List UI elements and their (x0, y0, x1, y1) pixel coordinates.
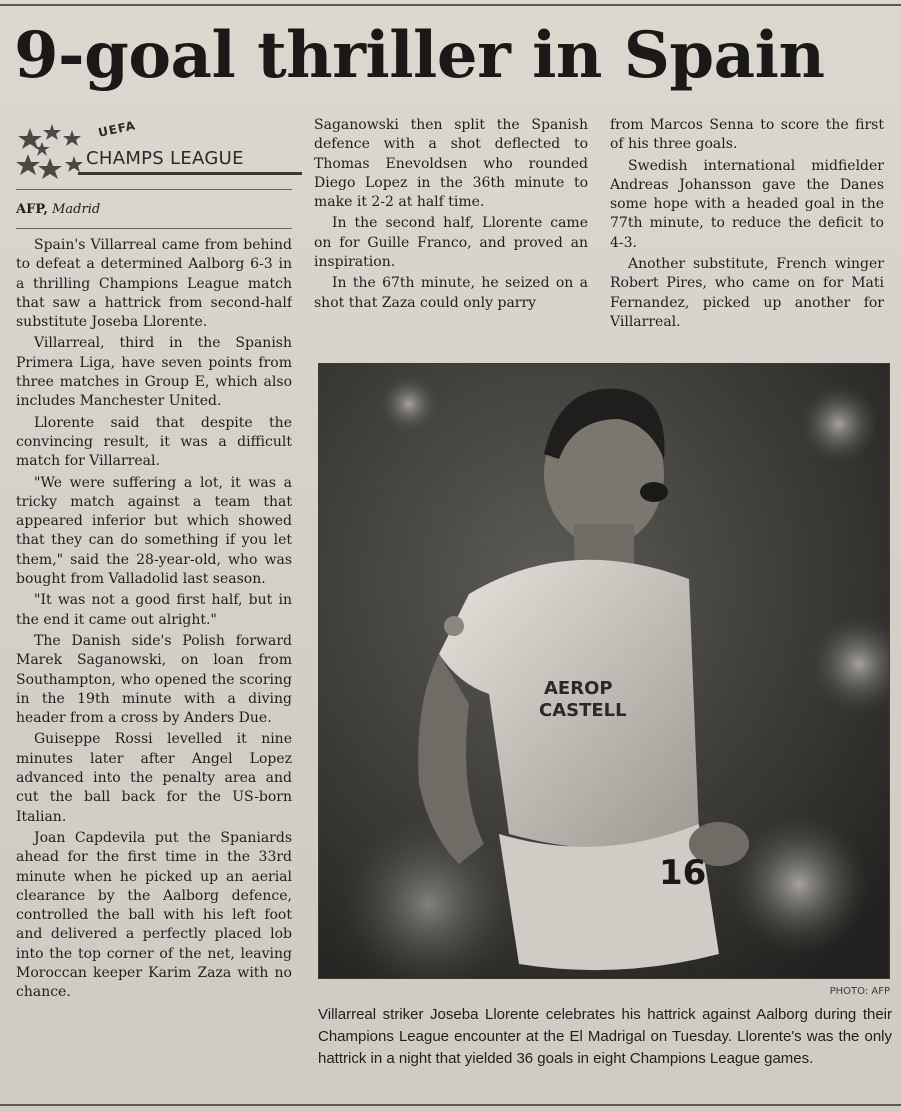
shirt-sponsor-line-1: AEROP (544, 678, 613, 699)
shorts-number: 16 (659, 853, 707, 893)
paragraph: from Marcos Senna to score the first of his three goals. (610, 117, 884, 153)
paragraph: Joan Capdevila put the Spaniards ahead for the first time in the 33rd minute when he picked up an aerial clearance by the Aalborg defence, controlled the ball with his left foot and delivered a perfectly placed lob into the top corner of the net, leaving Moroccan keeper Karim Zaza with no chance. (16, 829, 292, 1001)
photo-caption: Villarreal striker Joseba Llorente celebrates his hattrick against Aalborg during their Champions League encounter at the El Madrigal on Tuesday. Llorente's was the only hattrick in a night that yielded 36 goals in eight Champions League games. (318, 1006, 892, 1067)
article-column-1 (16, 236, 292, 1102)
headline: 9-goal thriller in Spain (14, 18, 825, 93)
champions-league-logo (16, 120, 292, 184)
paragraph: The Danish side's Polish forward Marek Saganowski, on loan from Southampton, who opened the scoring in the 19th minute with a diving header from a cross by Anders Due. (16, 632, 292, 727)
paragraph: Llorente said that despite the convincing result, it was a difficult match for Villarreal. (16, 414, 292, 470)
paragraph: Villarreal, third in the Spanish Primera Liga, have seven points from three matches in Group E, which also includes Manchester United. (16, 335, 292, 410)
article-column-2 (314, 116, 588, 356)
top-rule (0, 4, 901, 6)
shirt-sponsor-line-2: CASTELL (539, 700, 627, 721)
byline-agency: AFP, (16, 202, 48, 217)
byline (16, 202, 292, 222)
uefa-wordmark: UEFA (96, 118, 138, 140)
bottom-rule (0, 1104, 901, 1106)
news-photo (318, 363, 890, 979)
paragraph: Saganowski then split the Spanish defence with a shot deflected to Thomas Enevoldsen who rounded Diego Lopez in the 36th minute to make it 2-2 at half time. (314, 117, 588, 211)
byline-divider (16, 228, 292, 229)
article-column-3 (610, 116, 884, 356)
photo-credit: PHOTO: AFP (829, 986, 890, 997)
paragraph: Spain's Villarreal came from behind to defeat a determined Aalborg 6-3 in a thrilling Champions League match that saw a hattrick from second-half substitute Joseba Llorente. (16, 237, 292, 331)
footballer-celebration-image (319, 364, 890, 979)
paragraph: In the 67th minute, he seized on a shot that Zaza could only parry (314, 275, 588, 311)
paragraph: Swedish international midfielder Andreas Johansson gave the Danes some hope with a headed goal in the 77th minute, to reduce the deficit to 4-3. (610, 157, 884, 251)
champs-league-wordmark: CHAMPS LEAGUE (86, 148, 244, 169)
logo-underline (78, 172, 302, 175)
byline-place: Madrid (52, 202, 101, 217)
paragraph: "We were suffering a lot, it was a tricky match against a team that appeared inferior but which showed that they can do something if you let them," said the 28-year-old, who was bought from Valladolid last season. (16, 474, 292, 588)
logo-divider (16, 189, 292, 190)
paragraph: Another substitute, French winger Robert Pires, who came on for Mati Fernandez, picked up another for Villarreal. (610, 256, 884, 330)
badge-icon (444, 616, 464, 636)
paragraph: "It was not a good first half, but in the end it came out alright." (16, 592, 292, 628)
paragraph: In the second half, Llorente came on for Guille Franco, and proved an inspiration. (314, 215, 588, 271)
paragraph: Guiseppe Rossi levelled it nine minutes later after Angel Lopez advanced into the penalty area and cut the ball back for the US-born Italian. (16, 731, 292, 825)
